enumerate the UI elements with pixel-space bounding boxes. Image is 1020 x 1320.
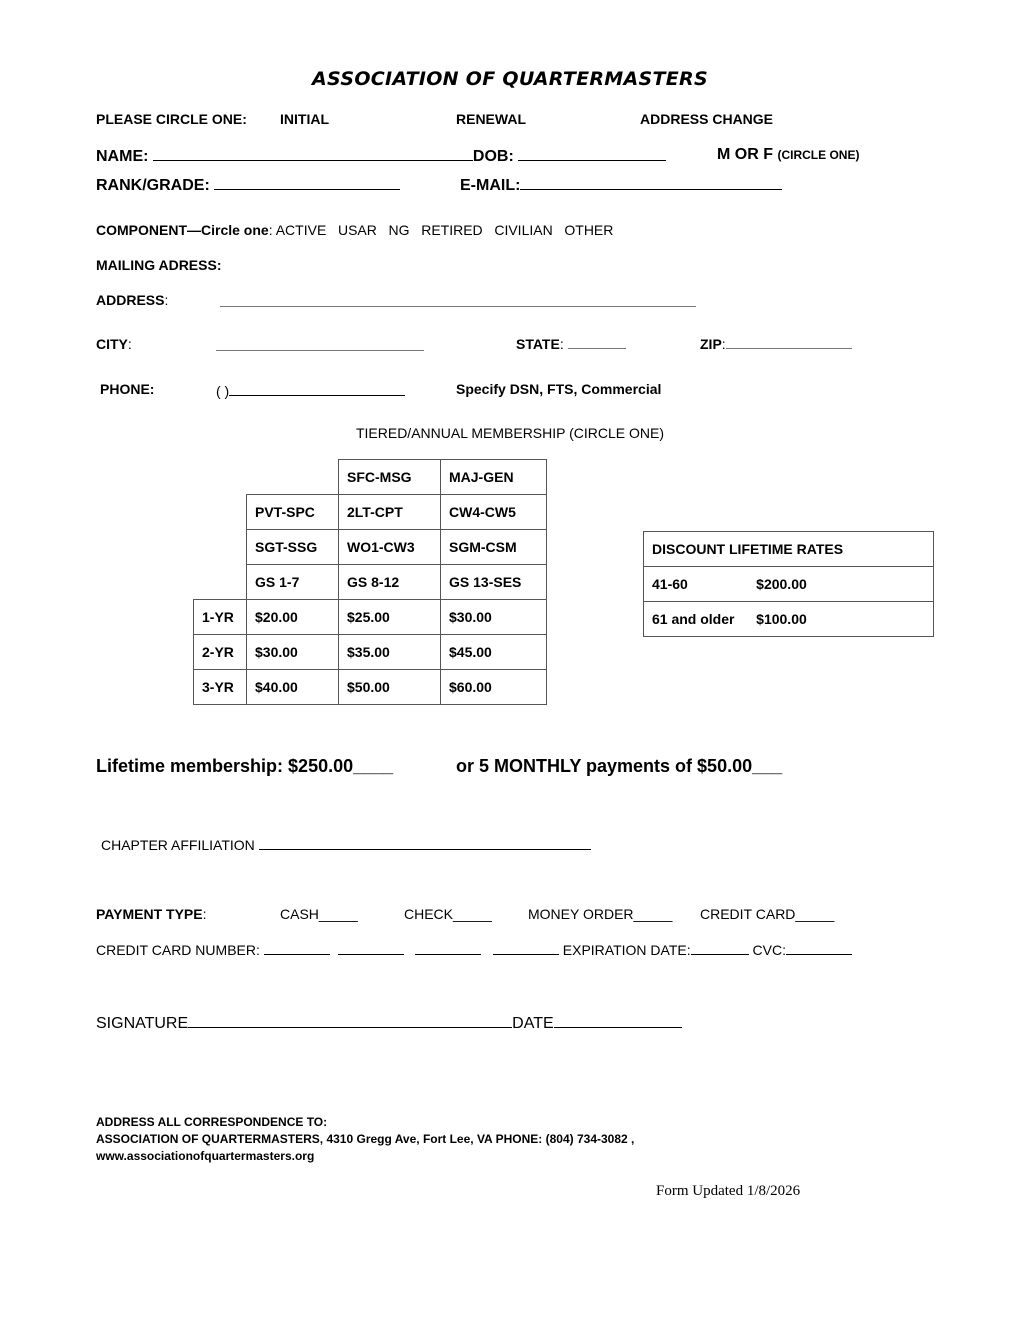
card-number-field-2[interactable] xyxy=(338,941,404,955)
zip-field[interactable] xyxy=(726,336,852,349)
card-number-field-1[interactable] xyxy=(264,941,330,955)
date-label: DATE xyxy=(512,1015,554,1032)
price-cell[interactable]: $60.00 xyxy=(441,670,547,705)
mailing-heading: MAILING ADRESS: xyxy=(96,257,222,273)
rank-field[interactable] xyxy=(214,175,400,190)
option-renewal[interactable]: RENEWAL xyxy=(456,111,526,127)
state-label: STATE xyxy=(516,336,560,352)
price-cell[interactable]: $45.00 xyxy=(441,635,547,670)
tier-cell: 2LT-CPT xyxy=(339,495,441,530)
price-cell[interactable]: $25.00 xyxy=(339,600,441,635)
sex-hint: (CIRCLE ONE) xyxy=(777,148,860,162)
price-cell[interactable]: $30.00 xyxy=(247,635,339,670)
tier-cell: SFC-MSG xyxy=(339,460,441,495)
tier-cell: MAJ-GEN xyxy=(441,460,547,495)
state-field[interactable] xyxy=(568,336,626,349)
email-field[interactable] xyxy=(520,175,782,190)
price-cell[interactable]: $35.00 xyxy=(339,635,441,670)
expiration-field[interactable] xyxy=(691,941,749,955)
phone-field[interactable] xyxy=(229,381,405,396)
sex-label[interactable]: M OR F xyxy=(717,146,773,163)
monthly-payments[interactable]: or 5 MONTHLY payments of $50.00___ xyxy=(456,756,783,776)
name-label: NAME: xyxy=(96,148,149,165)
component-label: COMPONENT—Circle one xyxy=(96,222,269,238)
table-row xyxy=(194,600,547,635)
payment-check[interactable]: CHECK_____ xyxy=(404,906,492,922)
card-number-field-3[interactable] xyxy=(415,941,481,955)
term-cell: 1-YR xyxy=(194,600,247,635)
signature-field[interactable] xyxy=(188,1012,512,1028)
discount-price[interactable]: $100.00 xyxy=(748,602,933,637)
chapter-field[interactable] xyxy=(259,836,591,850)
expiration-label: EXPIRATION DATE: xyxy=(562,942,691,958)
card-number-field-4[interactable] xyxy=(493,941,559,955)
tier-cell: GS 8-12 xyxy=(339,565,441,600)
address-field[interactable] xyxy=(220,294,696,307)
component-other[interactable]: OTHER xyxy=(564,222,614,238)
tier-cell: GS 13-SES xyxy=(441,565,547,600)
table-row xyxy=(644,602,934,637)
name-field[interactable] xyxy=(153,146,473,161)
tier-cell: SGT-SSG xyxy=(247,530,339,565)
phone-note: Specify DSN, FTS, Commercial xyxy=(456,381,662,397)
payment-credit-card[interactable]: CREDIT CARD_____ xyxy=(700,906,835,922)
discount-table xyxy=(643,531,934,637)
payment-cash[interactable]: CASH_____ xyxy=(280,906,358,922)
zip-label: ZIP xyxy=(700,336,722,352)
dob-label: DOB: xyxy=(472,148,514,165)
circle-one-label: PLEASE CIRCLE ONE: xyxy=(96,111,247,127)
address-label: ADDRESS xyxy=(96,292,165,308)
phone-area-code[interactable]: ( ) xyxy=(216,383,230,399)
card-number-label: CREDIT CARD NUMBER: xyxy=(96,942,260,958)
city-field[interactable] xyxy=(216,338,424,351)
phone-label: PHONE: xyxy=(100,381,155,397)
membership-heading: TIERED/ANNUAL MEMBERSHIP (CIRCLE ONE) xyxy=(355,425,665,441)
component-retired[interactable]: RETIRED xyxy=(421,222,483,238)
discount-age: 41-60 xyxy=(644,567,749,602)
payment-type-label: PAYMENT TYPE xyxy=(96,906,203,922)
payment-money-order[interactable]: MONEY ORDER_____ xyxy=(528,906,673,922)
discount-price[interactable]: $200.00 xyxy=(748,567,933,602)
cvc-field[interactable] xyxy=(786,941,852,955)
chapter-label: CHAPTER AFFILIATION xyxy=(101,837,255,853)
email-label: E-MAIL: xyxy=(460,177,521,194)
discount-heading: DISCOUNT LIFETIME RATES xyxy=(644,532,934,567)
tier-cell: WO1-CW3 xyxy=(339,530,441,565)
form-updated: Form Updated 1/8/2026 xyxy=(656,1183,801,1199)
term-cell: 3-YR xyxy=(194,670,247,705)
tier-cell: GS 1-7 xyxy=(247,565,339,600)
rank-label: RANK/GRADE: xyxy=(96,177,210,194)
term-cell: 2-YR xyxy=(194,635,247,670)
table-row xyxy=(194,635,547,670)
component-ng[interactable]: NG xyxy=(388,222,410,238)
price-cell[interactable]: $20.00 xyxy=(247,600,339,635)
footer-correspondence: ADDRESS ALL CORRESPONDENCE TO: xyxy=(96,1115,328,1129)
membership-table xyxy=(193,459,547,705)
price-cell[interactable]: $50.00 xyxy=(339,670,441,705)
footer-address: ASSOCIATION OF QUARTERMASTERS, 4310 Gregg Ave, Fort Lee, VA PHONE: (804) 734-3082 , xyxy=(96,1132,635,1146)
price-cell[interactable]: $30.00 xyxy=(441,600,547,635)
option-address-change[interactable]: ADDRESS CHANGE xyxy=(640,111,774,127)
page-title: ASSOCIATION OF QUARTERMASTERS xyxy=(312,68,708,90)
tier-cell: PVT-SPC xyxy=(247,495,339,530)
price-cell[interactable]: $40.00 xyxy=(247,670,339,705)
tier-cell: CW4-CW5 xyxy=(441,495,547,530)
option-initial[interactable]: INITIAL xyxy=(280,111,329,127)
dob-field[interactable] xyxy=(518,146,666,161)
discount-age: 61 and older xyxy=(644,602,749,637)
footer-website[interactable]: www.associationofquartermasters.org xyxy=(96,1149,315,1163)
date-field[interactable] xyxy=(554,1012,682,1028)
table-row xyxy=(194,670,547,705)
city-label: CITY xyxy=(96,336,128,352)
signature-label: SIGNATURE xyxy=(96,1015,189,1032)
lifetime-membership[interactable]: Lifetime membership: $250.00____ xyxy=(96,756,394,776)
table-row xyxy=(644,567,934,602)
component-active[interactable]: ACTIVE xyxy=(275,222,327,238)
tier-cell: SGM-CSM xyxy=(441,530,547,565)
component-usar[interactable]: USAR xyxy=(337,222,377,238)
component-civilian[interactable]: CIVILIAN xyxy=(494,222,553,238)
cvc-label: CVC: xyxy=(752,942,786,958)
